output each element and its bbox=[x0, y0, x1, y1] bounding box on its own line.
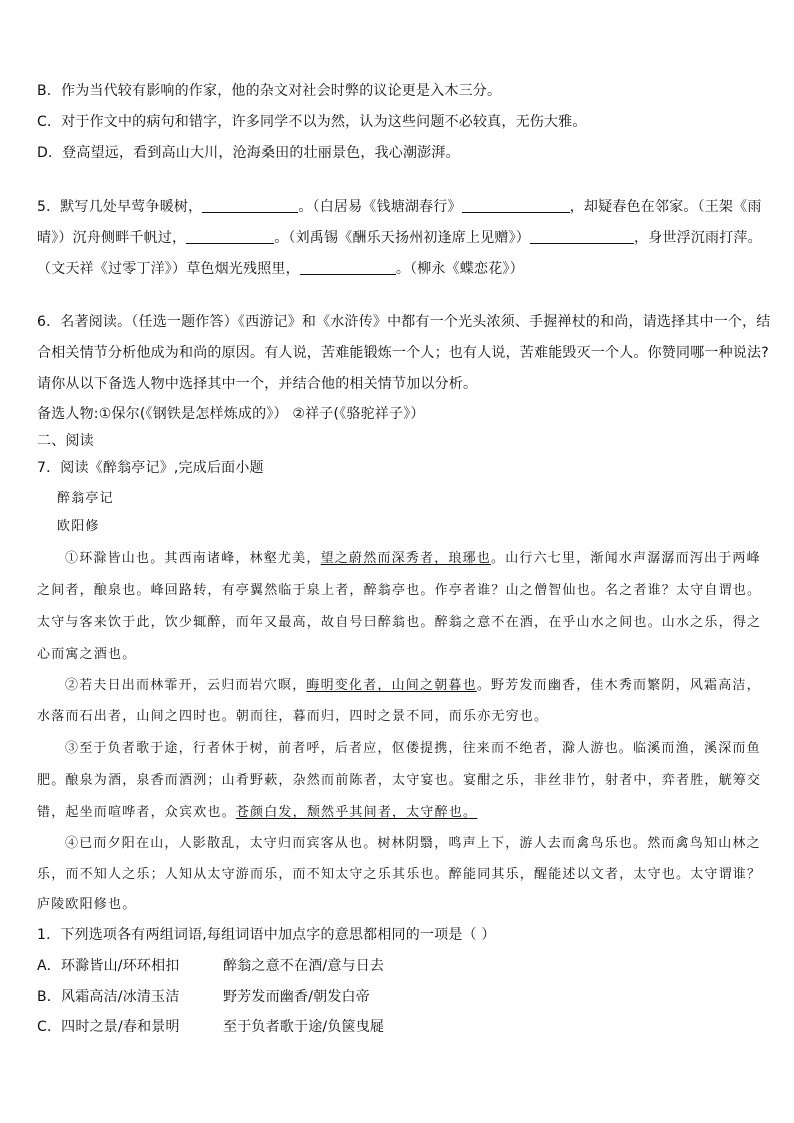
question-5-line-3: （文天祥《过零丁洋》）草色烟光残照里， 。（柳永《蝶恋花》） bbox=[37, 261, 524, 277]
paragraph-4-line-1: ④已而夕阳在山，人影散乱，太守归而宾客从也。树林阴翳，鸣声上下，游人去而禽鸟乐也。然而禽鸟知山林之 bbox=[65, 836, 761, 851]
paragraph-1-line-2: 之间者，酿泉也。峰回路转，有亭翼然临于泉上者，醉翁亭也。作亭者谁？山之僧智仙也。名之者谁？太守自谓也。 bbox=[37, 583, 762, 598]
choice-c[interactable]: C．四时之景/春和景明 至于负者歌于途/负箧曳屣 bbox=[37, 1019, 385, 1035]
section-heading: 二、阅读 bbox=[37, 433, 94, 449]
question-6-line-3: 请你从以下备选人物中选择其中一个，并结合他的相关情节加以分析。 bbox=[37, 376, 478, 392]
choice-a[interactable]: A．环滁皆山/环环相扣 醉翁之意不在酒/意与日去 bbox=[37, 958, 385, 974]
paragraph-2-line-2: 水落而石出者，山间之四时也。朝而往，暮而归，四时之景不同，而乐亦无穷也。 bbox=[37, 709, 549, 724]
underlined-sentence: 苍颜白发，颓然乎其间者，太守醉也。 bbox=[235, 805, 478, 820]
document-page bbox=[37, 0, 771, 1123]
answer-blank[interactable] bbox=[462, 198, 570, 213]
paragraph-3-line-2: 肥。酿泉为酒，泉香而酒洌；山肴野蔌，杂然而前陈者，太守宴也。宴酣之乐，非丝非竹，射者中，弈者胜，觥筹交 bbox=[37, 773, 762, 788]
paragraph-1-line-4: 心而寓之酒也。 bbox=[37, 647, 137, 662]
question-5-line-2: 晴》）沉舟侧畔千帆过， 。（刘禹锡《酬乐天扬州初逢席上见赠》） ，身世浮沉雨打萍。 bbox=[37, 230, 762, 246]
question-6-line-2: 合相关情节分析他成为和尚的原因。有人说，苦难能锻炼一个人；也有人说，苦难能毁灭一个人。你赞同哪一种说法? bbox=[37, 345, 769, 361]
underlined-sentence: 望之蔚然而深秀者，琅琊也 bbox=[320, 551, 492, 566]
answer-blank[interactable] bbox=[530, 229, 634, 244]
paragraph-1-line-3: 太守与客来饮于此，饮少辄醉，而年又最高，故自号曰醉翁也。醉翁之意不在酒，在乎山水之间也。山水之乐，得之 bbox=[37, 615, 762, 630]
underlined-sentence: 晦明变化者，山间之朝暮也 bbox=[306, 678, 477, 693]
candidate-characters: 备选人物:①保尔(《钢铁是怎样炼成的》） ②祥子(《骆驼祥子》） bbox=[37, 406, 425, 422]
answer-blank[interactable] bbox=[186, 229, 274, 244]
essay-title: 醉翁亭记 bbox=[57, 491, 114, 506]
sub-question-1-stem: 1．下列选项各有两组词语,每组词语中加点字的意思都相同的一项是（ ） bbox=[37, 927, 496, 943]
paragraph-3-line-1: ③至于负者歌于途，行者休于树，前者呼，后者应，伛偻提携，往来而不绝者，滁人游也。临溪而渔，溪深而鱼 bbox=[65, 741, 761, 756]
answer-blank[interactable] bbox=[300, 260, 396, 275]
question-6-line-1: 6．名著阅读。（任选一题作答）《西游记》和《水浒传》中都有一个光头浓须、手握禅杖的和尚，请选择其中一个，结 bbox=[37, 314, 771, 330]
answer-blank[interactable] bbox=[202, 198, 298, 213]
paragraph-4-line-3: 庐陵欧阳修也。 bbox=[37, 897, 137, 912]
choice-b[interactable]: B．风霜高洁/冰清玉洁 野芳发而幽香/朝发白帝 bbox=[37, 989, 370, 1005]
option-b: B．作为当代较有影响的作家，他的杂文对社会时弊的议论更是入木三分。 bbox=[37, 83, 502, 99]
essay-author: 欧阳修 bbox=[57, 519, 100, 534]
paragraph-2-line-1: ②若夫日出而林霏开，云归而岩穴暝，晦明变化者，山间之朝暮也。野芳发而幽香，佳木秀而繁阴，风霜高洁， bbox=[65, 678, 761, 693]
question-5-line-1: 5．默写几处早莺争暖树， 。（白居易《钱塘湖春行》 ，却疑春色在邻家。（王架《雨 bbox=[37, 199, 762, 215]
paragraph-4-line-2: 乐，而不知人之乐；人知从太守游而乐，而不知太守之乐其乐也。醉能同其乐，醒能述以文者，太守也。太守谓谁？ bbox=[37, 867, 762, 882]
option-c: C．对于作文中的病句和错字，许多同学不以为然，认为这些问题不必较真，无伤大雅。 bbox=[37, 114, 587, 130]
option-d: D．登高望远，看到高山大川，沧海桑田的壮丽景色，我心潮澎湃。 bbox=[37, 145, 460, 161]
paragraph-1-line-1: ①环滁皆山也。其西南诸峰，林壑尤美，望之蔚然而深秀者，琅琊也。山行六七里，渐闻水声潺潺而泻出于两峰 bbox=[65, 551, 761, 566]
question-7-heading: 7．阅读《醉翁亭记》,完成后面小题 bbox=[37, 460, 264, 476]
paragraph-3-line-3: 错，起坐而喧哗者，众宾欢也。苍颜白发，颓然乎其间者，太守醉也。 bbox=[37, 805, 478, 820]
